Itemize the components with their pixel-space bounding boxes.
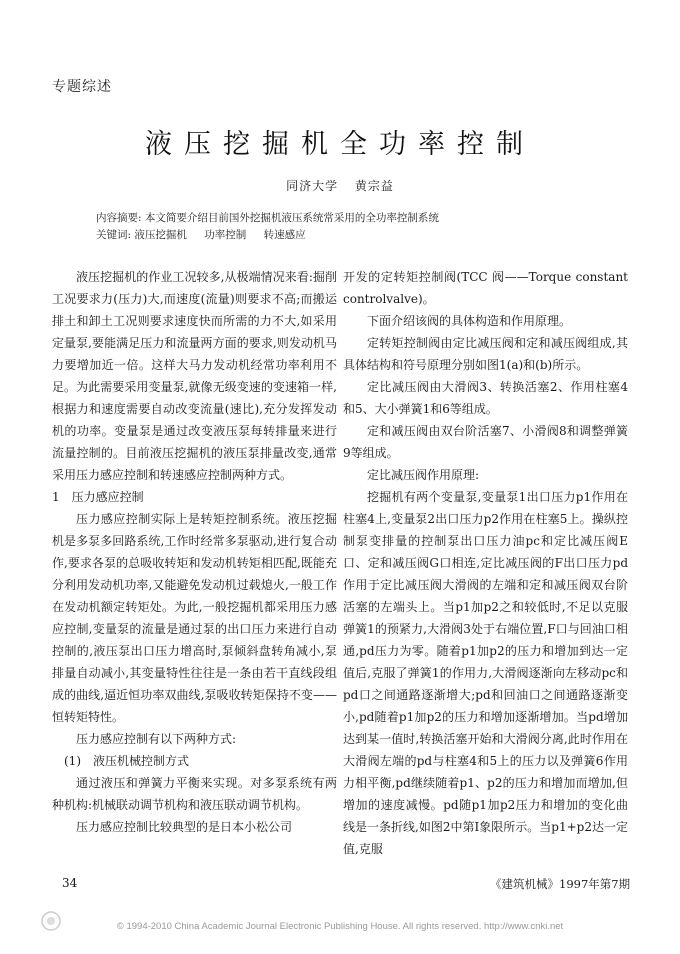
- column-tag: 专题综述: [52, 79, 112, 95]
- journal-citation: 《建筑机械》1997年第7期: [490, 877, 631, 891]
- paragraph: 压力感应控制有以下两种方式:: [76, 732, 237, 746]
- paragraph: 定和减压阀由双台阶活塞7、小滑阀8和调整弹簧9等组成。: [343, 424, 628, 460]
- paragraph: 定比减压阀作用原理:: [367, 468, 480, 482]
- page-number: 34: [62, 876, 78, 890]
- subsection-heading: (1) 液压机械控制方式: [64, 754, 189, 768]
- paragraph: 挖掘机有两个变量泵,变量泵1出口压力p1作用在柱塞4上,变量泵2出口压力p2作用在柱塞5上。操纵控制泵变排量的控制泵出口压力油pc和定比减压阀E口、定和减压阀G口相连,定比减压阀的F出口压力pd作用于定比减压阀大滑阀的左端和定和减压阀双台阶活塞的左端头上。当p1加p2之和较低时,不足以克服弹簧1的预紧力,大滑阀3处于右端位置,F口与回油口相通,pd压力为零。随着p1加p2的压力和增加到达一定值后,克服了弹簧1的作用力,大滑阀逐渐向左移动pc和pd口之间通路逐渐增大;pd和回油口之间通路逐渐变小,pd随着p1加p2的压力和增加逐渐增加。当pd增加达到某一值时,转换活塞开始和大滑阀分离,此时作用在大滑阀左端的pd与柱塞4和5上的压力以及弹簧6作用力相平衡,pd继续随着p1、p2的压力和增加而增加,但增加的速度减慢。pd随p1加p2压力和增加的变化曲线是一条折线,如图2中第Ⅰ象限所示。当p1+p2达一定值,克服: [343, 490, 628, 856]
- keyword: 功率控制: [204, 229, 247, 241]
- section-heading: 1 压力感应控制: [52, 490, 144, 504]
- paragraph: 定转矩控制阀由定比减压阀和定和减压阀组成,其具体结构和符号原理分别如图1(a)和(b)所示。: [343, 336, 628, 372]
- paragraph: 开发的定转矩控制阀(TCC 阀——Torque constant controlvalve)。: [343, 270, 628, 306]
- keyword: 液压挖掘机: [134, 229, 187, 241]
- keyword: 转速感应: [263, 229, 306, 241]
- body-column-right: [343, 266, 628, 860]
- paragraph: 通过液压和弹簧力平衡来实现。对多泵系统有两种机构:机械联动调节机构和液压联动调节机构。: [52, 776, 337, 812]
- author-line: [0, 177, 680, 194]
- article-title: 液压挖掘机全功率控制: [145, 129, 535, 160]
- paragraph: 压力感应控制实际上是转矩控制系统。液压挖掘机是多泵多回路系统,工作时经常多泵驱动,进行复合动作,要求各泵的总吸收转矩和发动机转矩相匹配,既能充分利用发动机功率,又能避免发动机过载熄火,一般工作在发动机额定转矩处。为此,一般挖掘机都采用压力感应控制,变量泵的流量是通过泵的出口压力来进行自动控制的,液压泵出口压力增高时,泵倾斜盘转角减小,泵排量自动减小,其变量特性往往是一条由若干直线段组成的曲线,逼近恒功率双曲线,泵吸收转矩保持不变——恒转矩特性。: [52, 512, 337, 724]
- author-name: 黄宗益: [354, 179, 394, 193]
- copyright-footer: © 1994-2010 China Academic Journal Electronic Publishing House. All rights reserved. http://www.cnki.net: [116, 921, 564, 932]
- affiliation: 同济大学: [286, 179, 339, 193]
- abstract-block: [96, 210, 439, 244]
- keywords-label: 关键词:: [96, 229, 132, 241]
- paragraph: 下面介绍该阀的具体构造和作用原理。: [367, 314, 572, 328]
- body-column-left: [52, 266, 337, 838]
- keywords-line: [96, 227, 439, 244]
- paragraph: 定比减压阀由大滑阀3、转换活塞2、作用柱塞4和5、大小弹簧1和6等组成。: [343, 380, 628, 416]
- paragraph: 液压挖掘机的作业工况较多,从极端情况来看:掘削工况要求力(压力)大,而速度(流量)则要求不高;而搬运排土和卸土工况则要求速度快而所需的力不大,如采用定量泵,要能满足压力和流量两方面的要求,则发动机马力要增加近一倍。这样大马力发动机经常功率利用不足。为此需要采用变量泵,就像无级变速的变速箱一样,根据力和速度需要自动改变流量(速比),充分发挥发动机的功率。变量泵是通过改变液压泵每转排量来进行流量控制的。目前液压挖掘机的液压泵排量改变,通常采用压力感应控制和转速感应控制两种方式。: [52, 270, 337, 482]
- paragraph: 压力感应控制比较典型的是日本小松公司: [76, 820, 293, 834]
- abstract-text: 内容摘要: 本文简要介绍目前国外挖掘机液压系统常采用的全功率控制系统: [96, 212, 439, 224]
